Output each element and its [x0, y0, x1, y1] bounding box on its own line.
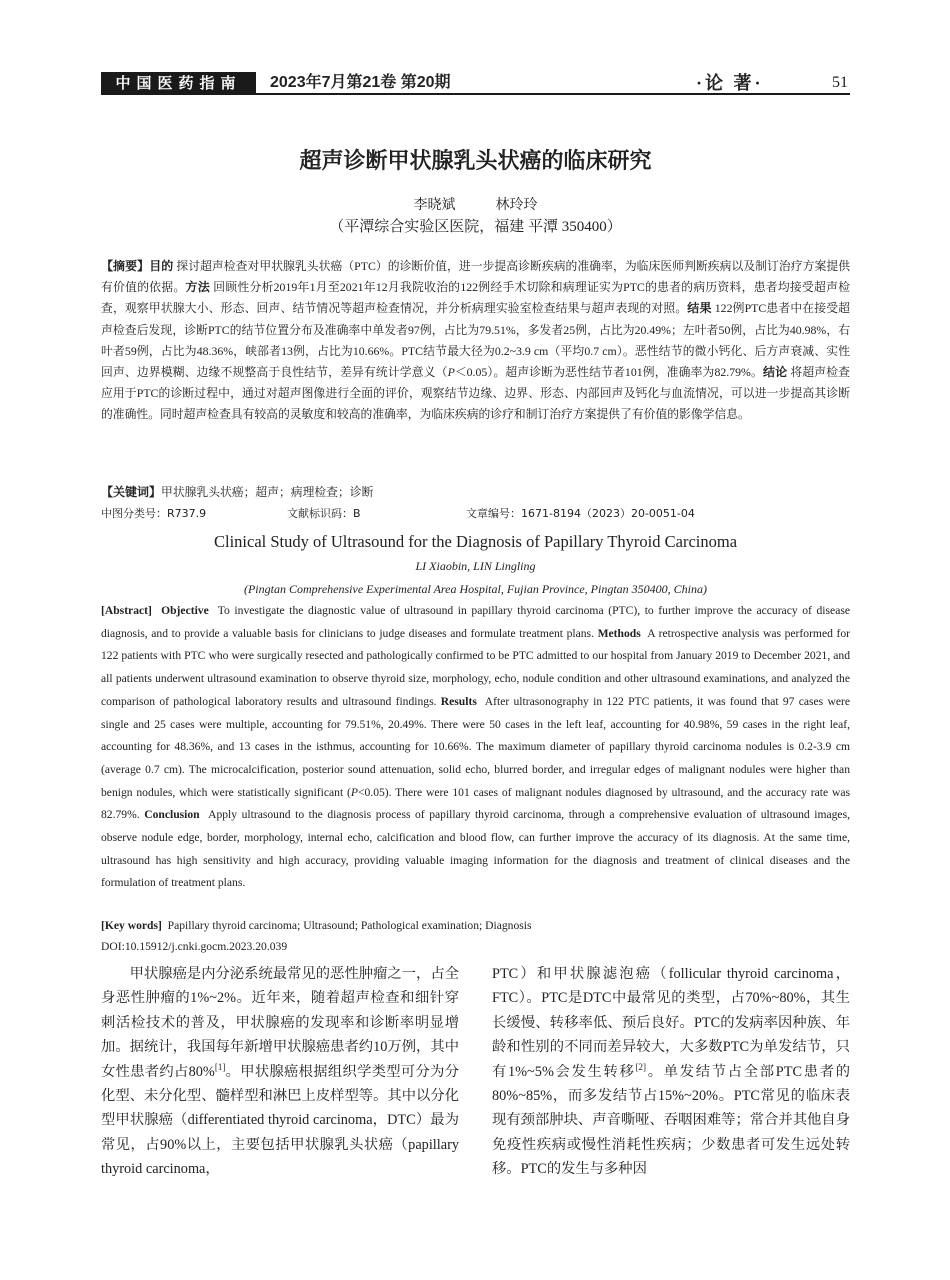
objective-label: 目的	[149, 259, 174, 273]
body-text: PTC）和甲状腺滤泡癌（follicular thyroid carcinoma，FTC）。PTC是DTC中最常见的类型，占70%~80%，其生长缓慢、转移率低、预后良好。PTC的发病率因种族、年龄和性别的不同而差异较大，大多数PTC为单发结节，只有1%~5%会发生转移	[492, 966, 850, 1080]
keywords-text: Papillary thyroid carcinoma; Ultrasound; Pathological examination; Diagnosis	[167, 919, 532, 932]
results-label: Results	[440, 694, 477, 708]
methods-text: A retrospective analysis was performed for 122 patients with PTC who were surgically resected and pathologically confirmed to be PTC admitted to our hospital from January 2019 to December 2021, and all patients underwent ultrasound examination to observe thyroid size, morphology, echo, nodule condition and other ultrasound examinations, and analyzed the comparison of pathological laboratory results and ultrasound findings.	[101, 626, 850, 708]
body-column-right	[492, 962, 850, 1182]
methods-text: 回顾性分析2019年1月至2021年12月我院收治的122例经手术切除和病理证实为PTC的患者的病历资料，患者均接受超声检查，观察甲状腺大小、形态、回声、结节情况等超声检查情况，并分析病理实验室检查结果与超声表现的对照。	[101, 280, 850, 316]
doi: DOI:10.15912/j.cnki.gocm.2023.20.039	[101, 940, 288, 953]
chinese-abstract	[101, 256, 850, 426]
conclusion-label: 结论	[762, 365, 788, 380]
english-title: Clinical Study of Ultrasound for the Diagnosis of Papillary Thyroid Carcinoma	[213, 532, 738, 551]
conclusion-text: Apply ultrasound to the diagnosis process of papillary thyroid carcinoma, through a comprehensive evaluation of ultrasound images, observe nodule edge, border, morphology, internal echo, calcification and blood flow, can further improve the accuracy of its diagnosis. At the same time, ultrasound has high sensitivity and high accuracy, providing valuable imaging information for the diagnosis and treatment of clinical diseases and the formulation of treatment plans.	[101, 808, 850, 890]
page-number: 51	[832, 74, 848, 91]
objective-text: 探讨超声检查对甲状腺乳头状癌（PTC）的诊断价值，进一步提高诊断疾病的准确率，为临床医师判断疾病以及制订治疗方案提供有价值的依据。	[101, 259, 850, 295]
results-text: 122例PTC患者中在接受超声检查后发现，诊断PTC的结节位置分布及准确率中单发者97例，占比为79.51%，多发者25例，占比为20.49%；左叶者50例，占比为40.98%，右叶者59例，占比为48.36%，峡部者13例，占比为10.66%。PTC结节最大径为0.2~3.9 cm（平均0.7 cm）。恶性结节的微小钙化、后方声衰减、实性回声、边界模糊、边缘不规整高于良性结节，差异有统计学意义（	[101, 301, 850, 380]
journal-name: 中国医药指南	[101, 72, 256, 94]
keywords-label: [Key words]	[101, 919, 162, 932]
body-text: 甲状腺癌是内分泌系统最常见的恶性肿瘤之一，占全身恶性肿瘤的1%~2%。近年来，随着超声检查和细针穿刺活检技术的普及，甲状腺癌的发现率和诊断率明显增加。据统计，我国每年新增甲状腺癌患者约10万例，其中女性患者约占80%	[101, 966, 459, 1080]
p-value-symbol: P	[447, 365, 455, 380]
author-name: 李晓斌	[413, 198, 456, 213]
chinese-keywords	[101, 482, 850, 502]
abstract-label: [Abstract]	[101, 604, 152, 617]
body-text: 。单发结节占全部PTC患者的80%~85%，而多发结节占15%~20%。PTC常见的临床表现有颈部肿块、声音嘶哑、吞咽困难等；常合并其他自身免疫性疾病或慢性消耗性疾病；少数患者可发生远处转移。PTC的发生与多种因	[492, 1063, 850, 1178]
english-keywords	[101, 916, 850, 936]
conclusion-label: Conclusion	[144, 808, 200, 822]
results-tail: <0.05). There were 101 cases of malignant nodules diagnosed by ultrasound, and the accuracy rate was 82.79%.	[101, 785, 850, 822]
reference-marker: [2]	[635, 1061, 647, 1072]
article-authors	[101, 196, 850, 216]
p-value-symbol: P	[350, 785, 358, 799]
keywords-text: 甲状腺乳头状癌；超声；病理检查；诊断	[161, 485, 374, 499]
body-text: 。甲状腺癌根据组织学类型可分为分化型、未分化型、髓样型和淋巴上皮样型等。其中以分化型甲状腺癌（differentiated thyroid carcinoma，DTC）最为常见，占90%以上，主要包括甲状腺乳头状癌（papillary thyroid carcinoma，	[101, 1063, 459, 1178]
clc-number: 中图分类号：R737.9	[101, 507, 207, 520]
document-code: 文献标识码：B	[287, 507, 361, 520]
article-affiliation: （平潭综合实验区医院，福建 平潭 350400）	[329, 219, 622, 235]
results-text: After ultrasonography in 122 PTC patients, it was found that 97 cases were single and 25 cases were multiple, accounting for 79.51%, 20.49%. There were 50 cases in the left leaf, accounting for 40.98%, 59 cases in the right leaf, accounting for 48.36%, and 13 cases in the isthmus, accounting for 10.66%. The maximum diameter of papillary thyroid carcinoma nodules is 0.2-3.9 cm (average 0.7 cm). The microcalcification, posterior sound attenuation, solid echo, blurred border, and irregular edges of malignant nodules were higher than benign nodules, which were statistically significant (	[101, 694, 850, 799]
methods-label: Methods	[597, 626, 641, 640]
methods-label: 方法	[185, 280, 211, 295]
issue-info: 2023年7月第21卷 第20期	[270, 74, 451, 91]
keywords-label: 【关键词】	[101, 485, 162, 499]
author-name: 林玲玲	[495, 198, 538, 213]
header-rule	[101, 93, 850, 95]
english-abstract	[101, 600, 850, 895]
results-label: 结果	[687, 301, 712, 316]
objective-text: To investigate the diagnostic value of ultrasound in papillary thyroid carcinoma (PTC), to further improve the accuracy of disease diagnosis, and to provide a valuable basis for clinicians to judge diseases and formulate treatment plans.	[101, 604, 850, 640]
body-column-left	[101, 962, 459, 1182]
objective-label: Objective	[161, 604, 209, 617]
article-title: 超声诊断甲状腺乳头状癌的临床研究	[299, 149, 652, 174]
column-label: ·论 著·	[696, 73, 764, 93]
english-authors: LI Xiaobin, LIN Lingling	[415, 559, 536, 573]
abstract-label: 【摘要】	[101, 259, 150, 273]
article-number: 文章编号：1671-8194（2023）20-0051-04	[466, 507, 695, 520]
conclusion-text: 将超声检查应用于PTC的诊断过程中，通过对超声图像进行全面的评价，观察结节边缘、边界、形态、内部回声及钙化与血流情况，可以进一步提高其诊断的准确性。同时超声检查具有较高的灵敏度和较高的准确率，为临床疾病的诊疗和制订治疗方案提供了有价值的影像学信息。	[101, 365, 850, 422]
english-affiliation: (Pingtan Comprehensive Experimental Area Hospital, Fujian Province, Pingtan 350400, China)	[243, 582, 708, 596]
results-tail: ＜0.05）。超声诊断为恶性结节者101例，准确率为82.79%。	[454, 365, 763, 380]
reference-marker: [1]	[214, 1061, 226, 1072]
